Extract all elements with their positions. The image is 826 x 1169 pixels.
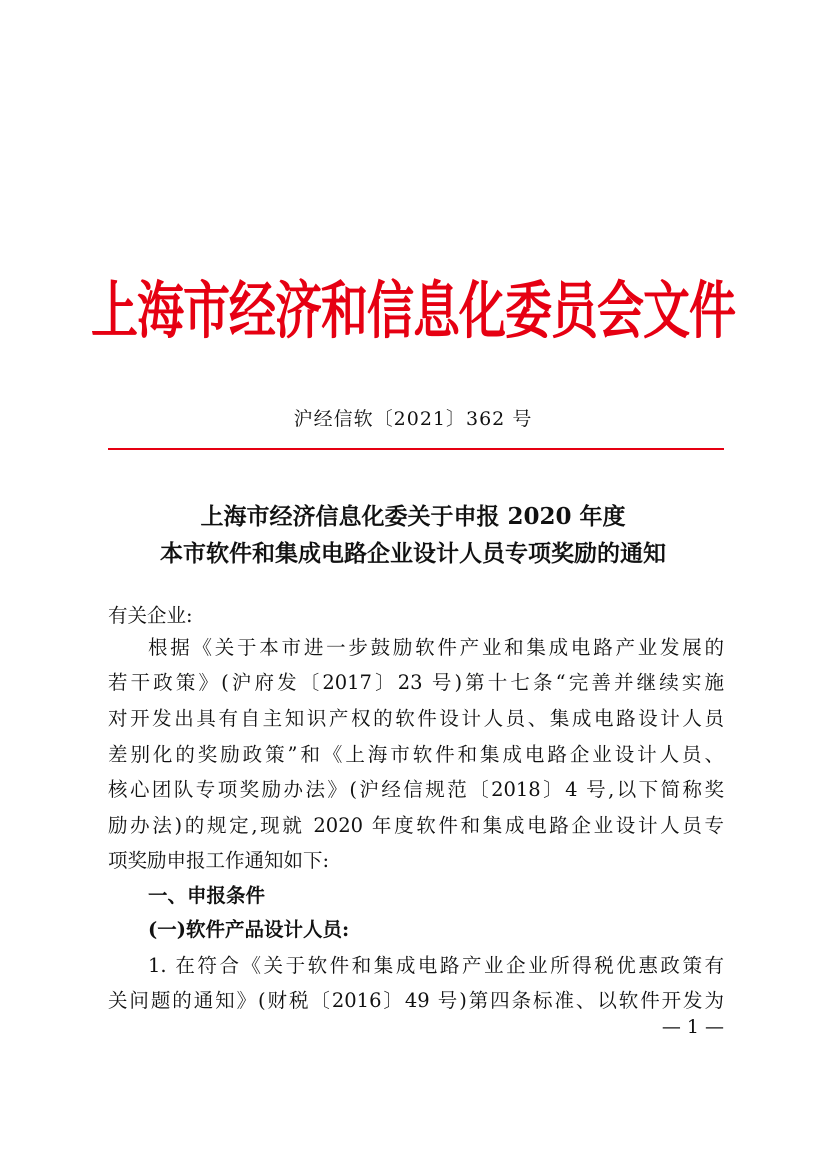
body-line: 1. 在符合《关于软件和集成电路产业企业所得税优惠政策有 [148,954,724,977]
page-number: — 1 — [661,1016,724,1038]
red-divider-rule [108,448,724,450]
notice-title-line-1: 上海市经济信息化委关于申报 2020 年度 [200,503,626,530]
body-line: 核心团队专项奖励办法》(沪经信规范〔2018〕4 号,以下简称奖 [108,778,724,801]
body-line: 若干政策》(沪府发〔2017〕23 号)第十七条“完善并继续实施 [108,671,724,694]
body-line: 关问题的通知》(财税〔2016〕49 号)第四条标准、以软件开发为 [108,989,724,1012]
body-line: 对开发出具有自主知识产权的软件设计人员、集成电路设计人员 [108,707,724,730]
subsection-heading: (一)软件产品设计人员: [148,918,350,941]
body-line: 励办法)的规定,现就 2020 年度软件和集成电路企业设计人员专 [108,814,724,837]
notice-title-line-2: 本市软件和集成电路企业设计人员专项奖励的通知 [160,540,666,567]
document-number: 沪经信软〔2021〕362 号 [293,408,533,430]
body-line: 根据《关于本市进一步鼓励软件产业和集成电路产业发展的 [148,636,724,659]
masthead-title: 上海市经济和信息化委员会文件 [91,275,735,348]
salutation: 有关企业: [108,604,193,627]
section-heading: 一、申报条件 [148,884,266,907]
body-line: 项奖励申报工作通知如下: [108,849,330,872]
body-line: 差别化的奖励政策”和《上海市软件和集成电路企业设计人员、 [108,743,724,766]
